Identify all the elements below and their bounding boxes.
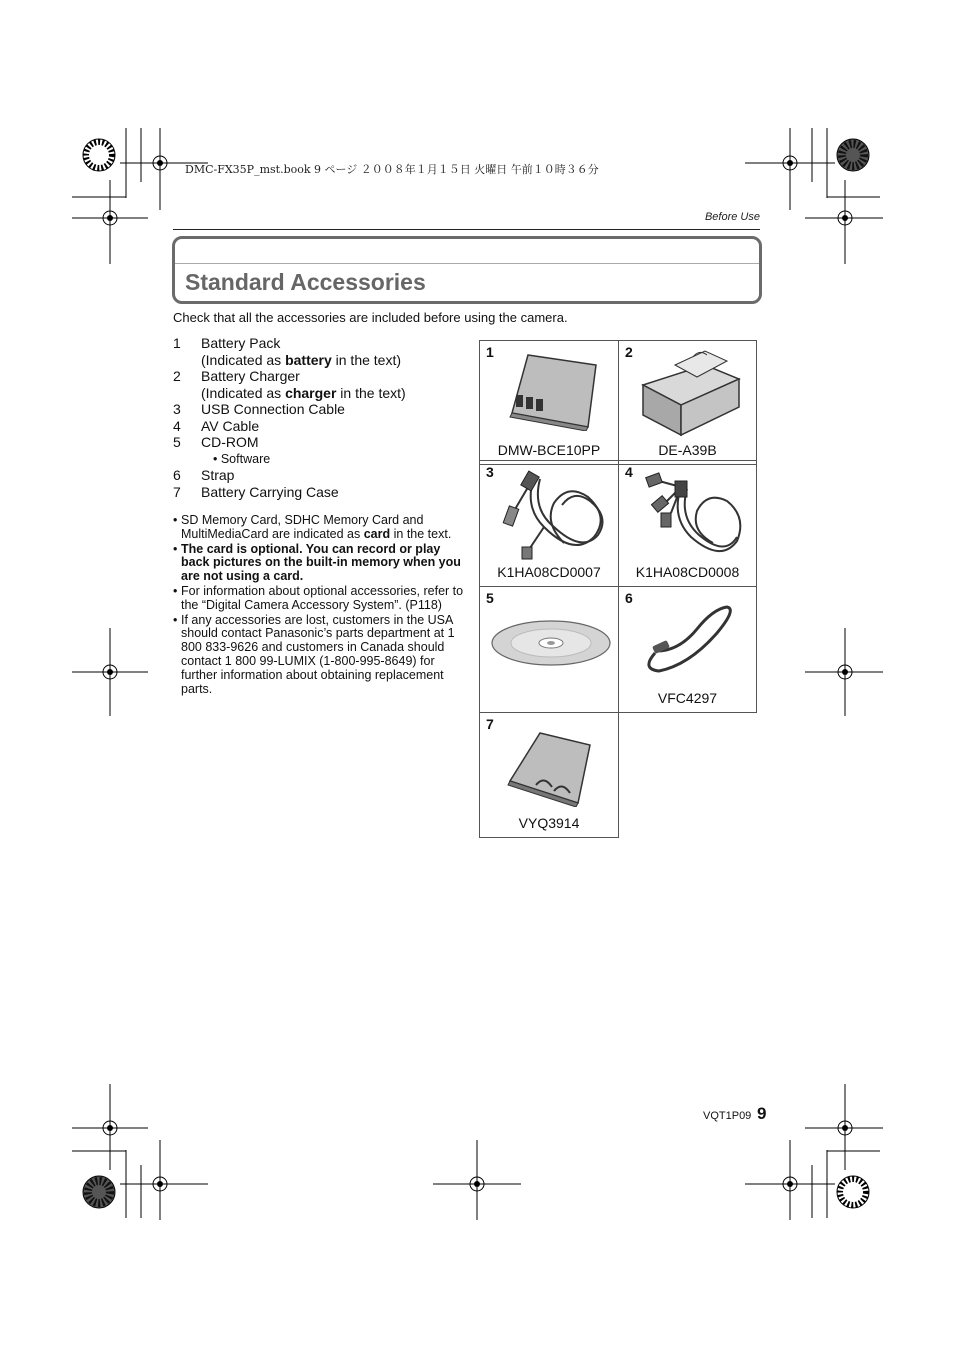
cd-rom-icon bbox=[490, 617, 612, 669]
bullet-icon: • bbox=[173, 541, 178, 556]
section-label: Before Use bbox=[704, 211, 760, 223]
model-number: DMW-BCE10PP bbox=[497, 442, 601, 458]
note-text: SD Memory Card, SDHC Memory Card and MultiMediaCard are indicated as bbox=[181, 513, 424, 541]
model-number: VYQ3914 bbox=[518, 815, 580, 831]
cell-number: 3 bbox=[486, 464, 494, 480]
item-number: 2 bbox=[173, 368, 181, 384]
accessory-cell-usb-cable bbox=[479, 460, 619, 587]
bullet-icon: • bbox=[173, 612, 178, 627]
battery-case-icon bbox=[506, 727, 598, 807]
item-note bbox=[173, 385, 463, 402]
item-number: 3 bbox=[173, 401, 181, 417]
item-number: 7 bbox=[173, 483, 181, 500]
note-text: (Indicated as bbox=[201, 384, 286, 401]
item-label: AV Cable bbox=[201, 417, 260, 434]
usb-cable-icon bbox=[494, 467, 610, 563]
accessory-cell-battery bbox=[479, 340, 619, 465]
note-text: If any accessories are lost, customers in the USA should contact Panasonic’s parts department at 1 800 833-9626 and customers in Canada should contact 1 800 99-LUMIX (1-800-995-8649) for further information about obtaining replacement parts. bbox=[181, 612, 455, 696]
note-body bbox=[181, 514, 465, 542]
accessory-list bbox=[173, 335, 463, 500]
item-number: 6 bbox=[173, 467, 181, 483]
bullet-icon: • bbox=[173, 513, 178, 527]
note-lost-accessories bbox=[173, 614, 465, 697]
av-cable-icon bbox=[631, 467, 747, 563]
notes bbox=[173, 514, 465, 697]
item-label: Battery Charger bbox=[201, 368, 300, 384]
list-item bbox=[173, 467, 463, 484]
list-item bbox=[173, 418, 463, 435]
note-bold: charger bbox=[285, 384, 337, 401]
item-label: CD-ROM bbox=[201, 434, 259, 450]
note-optional-accessories bbox=[173, 585, 465, 613]
accessory-cell-battery-case bbox=[479, 712, 619, 838]
model-number: K1HA08CD0008 bbox=[635, 564, 740, 580]
list-item bbox=[173, 401, 463, 418]
strap-icon bbox=[637, 603, 741, 675]
cell-number: 4 bbox=[625, 464, 633, 480]
note-text: in the text) bbox=[336, 384, 406, 401]
item-note bbox=[173, 352, 463, 369]
list-item bbox=[173, 335, 463, 352]
cell-number: 1 bbox=[486, 344, 494, 360]
header-rule bbox=[173, 229, 760, 230]
item-number: 5 bbox=[173, 434, 181, 450]
battery-pack-icon bbox=[506, 351, 601, 431]
accessory-cell-charger bbox=[618, 340, 757, 465]
cell-number: 7 bbox=[486, 716, 494, 732]
note-text: For information about optional accessories, refer to the “Digital Camera Accessory System”. (P118) bbox=[181, 583, 464, 612]
note-text: in the text. bbox=[390, 526, 452, 541]
item-subitem: • Software bbox=[213, 451, 271, 466]
cell-number: 5 bbox=[486, 590, 494, 606]
list-item bbox=[173, 484, 463, 501]
list-item bbox=[173, 434, 463, 451]
bullet-icon: • bbox=[173, 583, 178, 598]
item-number: 1 bbox=[173, 335, 181, 351]
title-inner-rule bbox=[175, 263, 759, 264]
item-label: Strap bbox=[201, 467, 235, 483]
note-card-optional bbox=[173, 543, 465, 584]
note-text: in the text) bbox=[331, 351, 402, 368]
model-number: K1HA08CD0007 bbox=[497, 564, 601, 580]
battery-charger-icon bbox=[635, 345, 743, 437]
page-number: 9 bbox=[757, 1104, 767, 1123]
accessory-cell-strap bbox=[618, 586, 757, 713]
accessory-cell-cd-rom bbox=[479, 586, 619, 713]
item-label: USB Connection Cable bbox=[201, 401, 345, 417]
page-title: Standard Accessories bbox=[185, 269, 426, 295]
title-frame bbox=[172, 236, 762, 304]
item-label: Battery Carrying Case bbox=[201, 483, 339, 500]
model-number: VFC4297 bbox=[657, 690, 718, 706]
note-text: (Indicated as bbox=[201, 351, 286, 368]
note-bold: card bbox=[363, 526, 391, 541]
print-header: DMC-FX35P_mst.book 9 ページ ２００８年１月１５日 火曜日 午前１０時３６分 bbox=[185, 163, 599, 176]
note-card-naming bbox=[173, 514, 465, 542]
model-number: DE-A39B bbox=[658, 442, 717, 458]
item-label: Battery Pack bbox=[201, 335, 281, 351]
intro-text: Check that all the accessories are included before using the camera. bbox=[173, 310, 568, 325]
note-bold: battery bbox=[285, 351, 332, 368]
note-bold: The card is optional. You can record or play back pictures on the built-in memory when you are not using a card. bbox=[181, 541, 461, 584]
document-code: VQT1P09 bbox=[703, 1110, 752, 1122]
cell-number: 2 bbox=[625, 344, 633, 360]
list-item bbox=[173, 368, 463, 385]
accessory-cell-av-cable bbox=[618, 460, 757, 587]
cell-number: 6 bbox=[625, 590, 633, 606]
item-number: 4 bbox=[173, 417, 181, 434]
